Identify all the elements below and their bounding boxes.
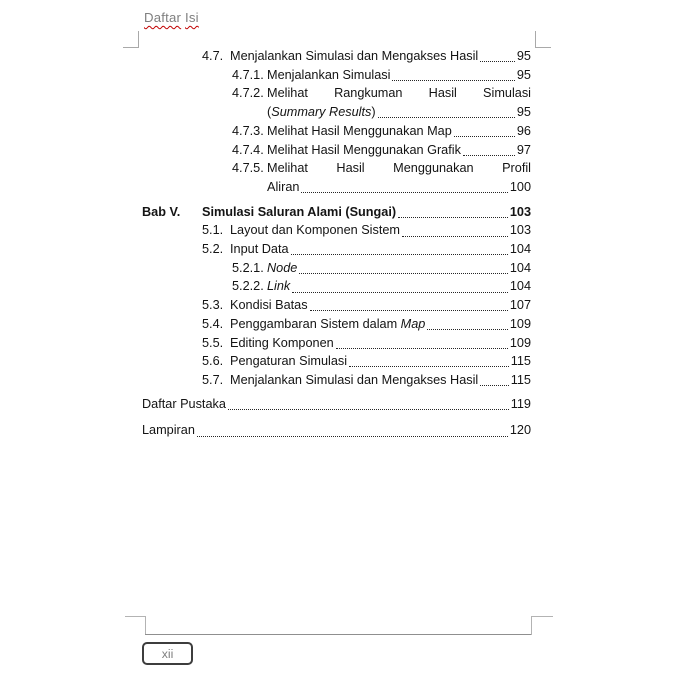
toc-entry-title-italic: Map [400, 316, 426, 331]
toc-entry [142, 334, 531, 353]
toc-entry-number: 5.1. [202, 223, 224, 238]
toc-entry-title: Melihat Rangkuman Hasil Simulasi [267, 86, 531, 101]
dot-leader [292, 292, 508, 293]
dot-leader [301, 192, 507, 193]
dot-leader [291, 254, 508, 255]
toc-chapter-title: Simulasi Saluran Alami (Sungai) [202, 204, 397, 219]
toc-entry [142, 296, 531, 315]
toc-entry-title: Editing Komponen [230, 335, 334, 350]
dot-leader [463, 155, 515, 156]
toc-entry [142, 352, 531, 371]
toc-entry [142, 315, 531, 334]
toc-page-number: 103 [509, 223, 531, 238]
text-boundary-mark-bottom-right [531, 616, 553, 635]
toc-page-number: 100 [509, 179, 531, 194]
toc-page-number: 95 [516, 105, 531, 120]
header-word: Daftar [144, 10, 182, 25]
toc-chapter-entry [142, 203, 531, 222]
dot-leader [480, 61, 515, 62]
toc-entry-number: 4.7. [202, 49, 224, 63]
toc-entry-title: Menjalankan Simulasi dan Mengakses Hasil [230, 49, 479, 63]
toc-entry-title: Pengaturan Simulasi [230, 354, 348, 369]
toc-page-number: 109 [509, 316, 531, 331]
toc-entry-number: 5.2. [202, 242, 224, 257]
toc-entry [142, 84, 531, 103]
toc-entry [142, 159, 531, 178]
toc-page-number: 96 [516, 123, 531, 138]
toc-entry-number: 4.7.1. [232, 67, 264, 82]
toc-entry-title: Menjalankan Simulasi [267, 67, 391, 82]
toc-page-number: 95 [516, 67, 531, 82]
toc-chapter-number: Bab V. [142, 204, 181, 219]
toc-entry [142, 395, 531, 414]
toc-entry [142, 371, 531, 390]
toc-entry-title: ) [371, 105, 376, 120]
toc-entry-number: 5.4. [202, 316, 224, 331]
page-number-frame[interactable] [142, 642, 193, 665]
toc-entry [142, 421, 531, 440]
toc-entry-number: 5.3. [202, 298, 224, 313]
toc-page-number: 97 [516, 142, 531, 157]
toc-page-number: 104 [509, 279, 531, 294]
toc-entry-title: Kondisi Batas [230, 298, 308, 313]
toc-entry [142, 66, 531, 85]
toc-entry-title-italic: Summary Results [271, 105, 372, 120]
toc-page-number: 115 [510, 372, 531, 387]
toc-entry-title: Input Data [230, 242, 289, 257]
toc-entry-number: 5.6. [202, 354, 224, 369]
toc-entry-title-italic: Node [267, 260, 298, 275]
toc-entry-number: 4.7.3. [232, 123, 264, 138]
text-boundary-mark-top-left [123, 31, 139, 48]
toc-page-number: 95 [516, 49, 531, 63]
toc-entry-title: Penggambaran Sistem dalam [230, 316, 401, 331]
page-number: xii [161, 646, 174, 661]
toc-entry [142, 122, 531, 141]
toc-page-number: 119 [510, 396, 531, 411]
toc-entry-continuation [142, 178, 531, 197]
toc-entry-title: Aliran [267, 179, 300, 194]
dot-leader [310, 310, 508, 311]
dot-leader [392, 80, 514, 81]
text-boundary-mark-top-right [535, 31, 551, 48]
toc-entry-number: 5.2.1. [232, 260, 264, 275]
toc-entry-title: Melihat Hasil Menggunakan Map [267, 123, 452, 138]
dot-leader [197, 436, 508, 437]
dot-leader [454, 136, 515, 137]
toc-entry-title: Melihat Hasil Menggunakan Grafik [267, 142, 461, 157]
toc-page-number: 104 [509, 260, 531, 275]
toc-entry-title: Layout dan Komponen Sistem [230, 223, 400, 238]
dot-leader [349, 366, 509, 367]
dot-leader [228, 409, 509, 410]
toc-entry-number: 5.7. [202, 372, 224, 387]
dot-leader [427, 329, 507, 330]
dot-leader [402, 236, 508, 237]
toc-page-number: 115 [510, 354, 531, 369]
toc-entry-title: Daftar Pustaka [142, 396, 226, 411]
toc-page-number: 107 [509, 298, 531, 313]
dot-leader [336, 348, 508, 349]
toc-page-number: 104 [509, 242, 531, 257]
toc-page-number: 103 [509, 204, 531, 219]
page-header [144, 10, 199, 25]
toc-entry-title: Melihat Hasil Menggunakan Profil [267, 161, 531, 176]
text-boundary-mark-bottom-left [125, 616, 146, 635]
toc-entry [142, 221, 531, 240]
dot-leader [398, 217, 508, 218]
toc-entry-number: 4.7.5. [232, 161, 264, 176]
dot-leader [299, 273, 507, 274]
toc-entry [142, 240, 531, 259]
toc-page-number: 120 [509, 423, 531, 438]
toc-entry [142, 259, 531, 278]
toc-page-number: 109 [509, 335, 531, 350]
header-word: Isi [185, 10, 199, 25]
toc-entry-title: ( [267, 105, 272, 120]
toc-entry-number: 4.7.2. [232, 86, 264, 101]
toc-entry-number: 5.5. [202, 335, 224, 350]
dot-leader [378, 117, 515, 118]
toc-entry [142, 277, 531, 296]
toc-entry-title: Menjalankan Simulasi dan Mengakses Hasil [230, 372, 479, 387]
toc-entry [142, 47, 531, 66]
footer-separator-line [145, 634, 531, 635]
toc-entry [142, 141, 531, 160]
toc-entry-number: 4.7.4. [232, 142, 264, 157]
table-of-contents [142, 47, 531, 440]
toc-entry-number: 5.2.2. [232, 279, 264, 294]
toc-entry-title-italic: Link [267, 279, 291, 294]
toc-entry-continuation [142, 103, 531, 122]
dot-leader [480, 385, 509, 386]
toc-entry-title: Lampiran [142, 423, 195, 438]
